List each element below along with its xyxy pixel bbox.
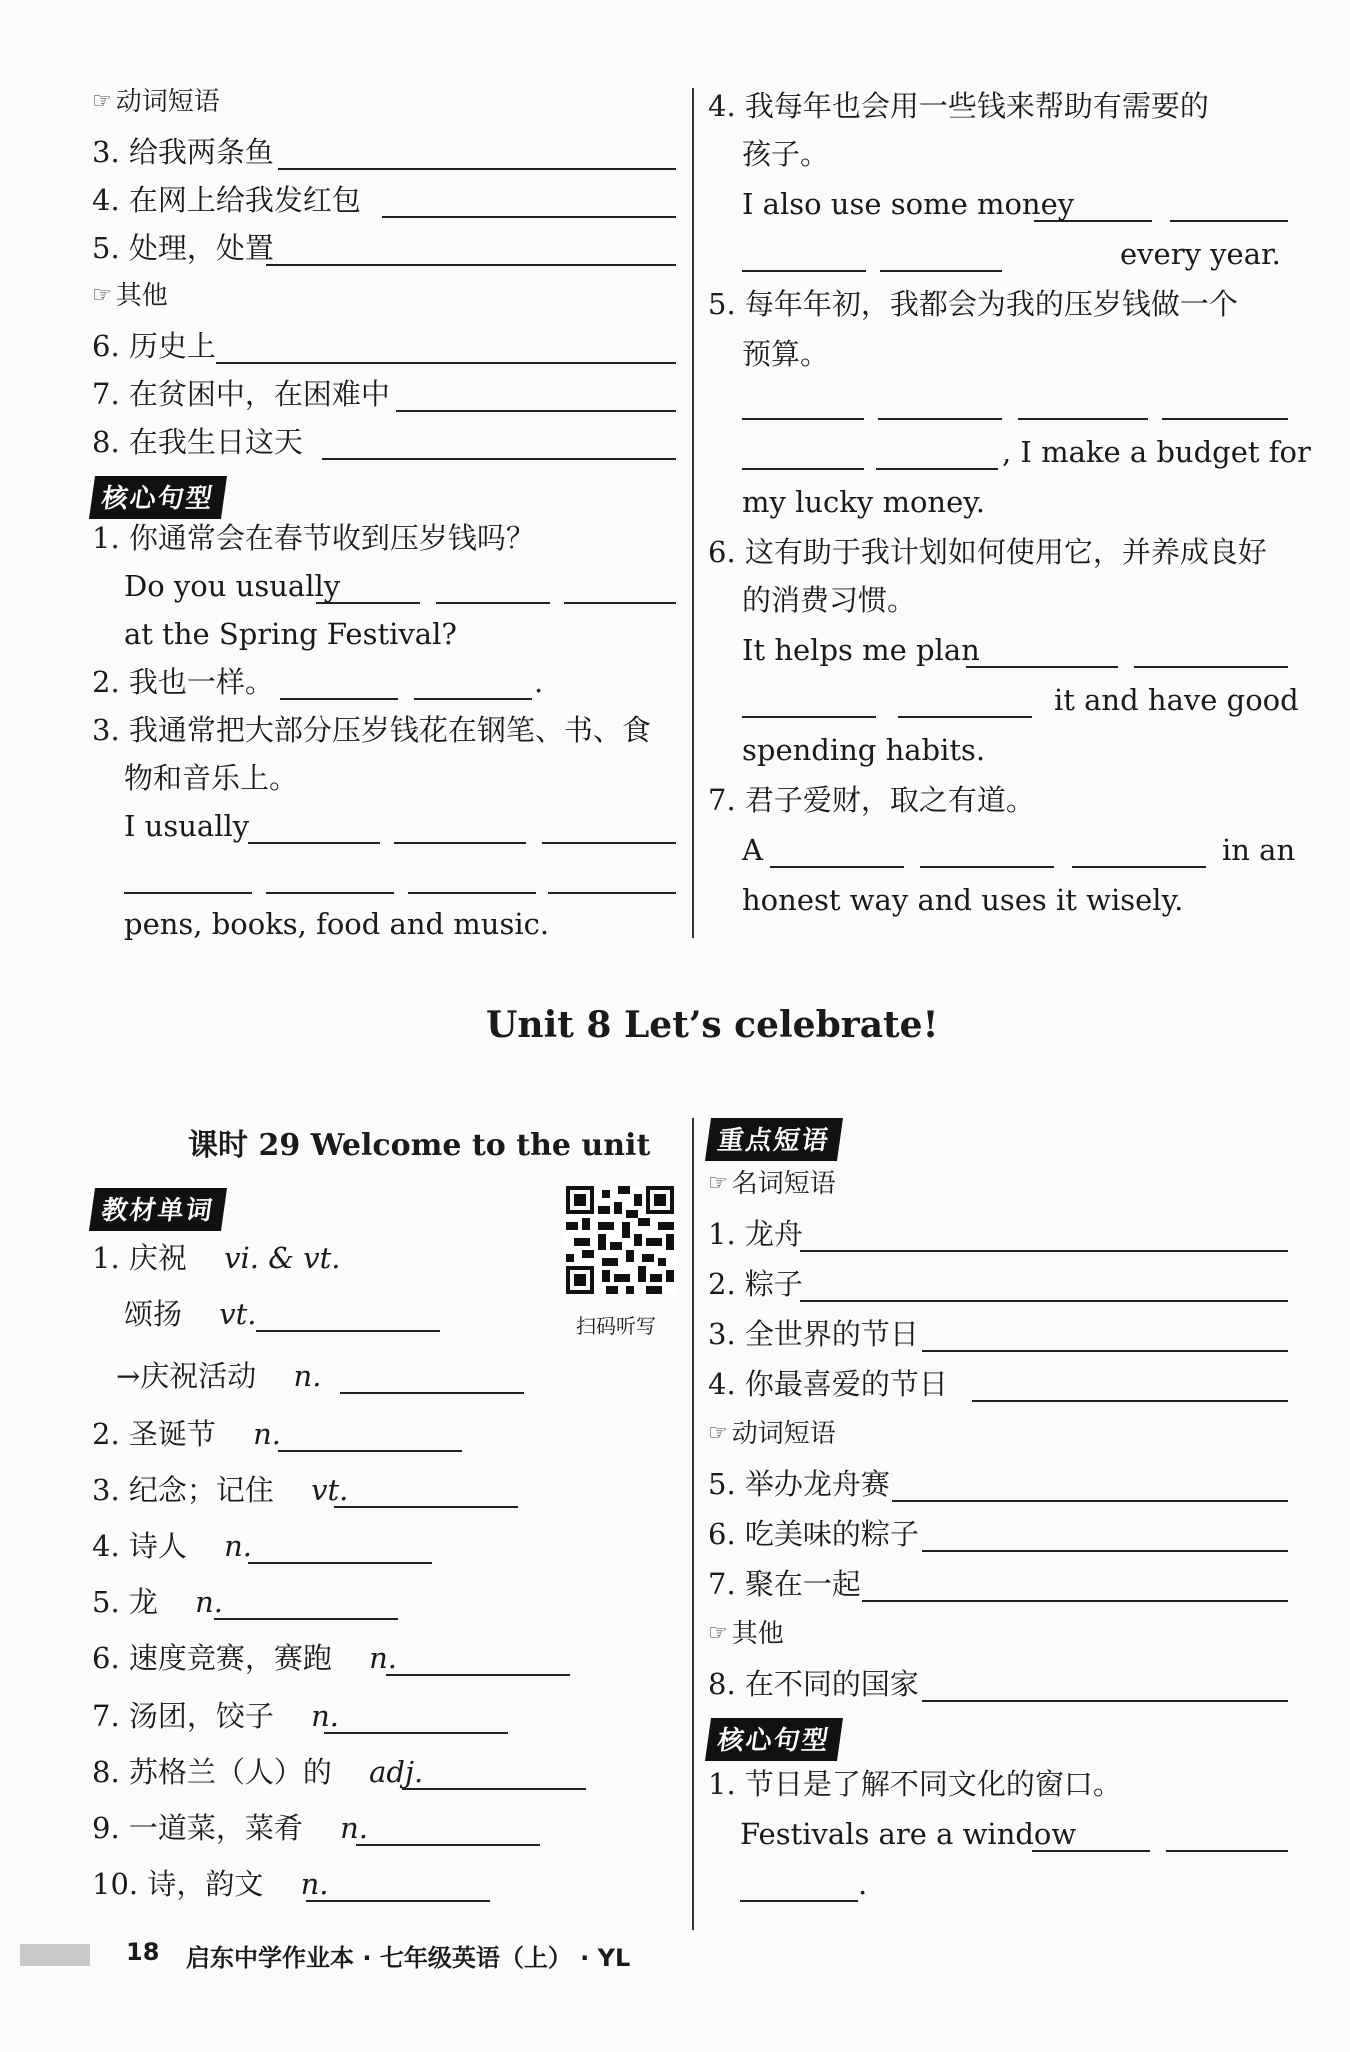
vocab-pos: n.: [224, 1529, 253, 1563]
vocab-cn: 8. 苏格兰（人）的: [92, 1755, 332, 1789]
verb-phrases-label: 动词短语: [731, 1419, 836, 1449]
answer-blank[interactable]: [742, 468, 864, 470]
answer-blank[interactable]: [408, 892, 536, 894]
page-edge-tab: [20, 1944, 90, 1966]
sentence-7-en-a: A: [742, 833, 763, 867]
answer-blank[interactable]: [1170, 220, 1288, 222]
answer-blank[interactable]: [862, 1600, 1288, 1602]
sentence-3-cn-b: 物和音乐上。: [124, 761, 299, 795]
sentence-7-en-b: in an: [1222, 833, 1296, 867]
vocab-item-3: [92, 1470, 348, 1510]
answer-blank[interactable]: [564, 602, 676, 604]
vocab-cn: 4. 诗人: [92, 1529, 187, 1563]
answer-blank[interactable]: [278, 168, 676, 170]
answer-blank[interactable]: [892, 1500, 1288, 1502]
answer-blank[interactable]: [800, 1300, 1288, 1302]
sentence-7-cn: 7. 君子爱财，取之有道。: [708, 783, 1035, 817]
verb-phrases-header-2: [708, 1416, 836, 1452]
sentence-5-en-a: , I make a budget for: [1002, 435, 1311, 469]
sentence-6-en-a: It helps me plan: [742, 633, 980, 667]
answer-blank[interactable]: [266, 892, 394, 894]
other-header-2: [708, 1616, 784, 1652]
vocab-item-9: [92, 1808, 368, 1848]
sentence-1-cn: 1. 你通常会在春节收到压岁钱吗？: [92, 521, 535, 555]
sentence-5-en-b: my lucky money.: [742, 485, 986, 519]
vocab-badge: 教材单词: [89, 1188, 227, 1231]
pointing-hand-icon: ☞: [92, 89, 112, 114]
vocab-cn: 3. 纪念；记住: [92, 1473, 274, 1507]
core-sentences-section-2: [708, 1718, 840, 1761]
column-divider: [692, 88, 694, 938]
answer-blank[interactable]: [248, 1562, 432, 1564]
noun-phrases-label: 名词短语: [731, 1169, 836, 1199]
phrase-item-4b: 4. 你最喜爱的节日: [708, 1367, 948, 1401]
core-sentence-1-en: Festivals are a window: [740, 1817, 1077, 1851]
answer-blank[interactable]: [396, 410, 676, 412]
answer-blank[interactable]: [216, 362, 676, 364]
answer-blank[interactable]: [356, 1844, 540, 1846]
vocab-pos: vt.: [311, 1473, 349, 1507]
core-sentences-section: [92, 476, 224, 519]
answer-blank[interactable]: [340, 1392, 524, 1394]
phrase-item-3b: 3. 全世界的节日: [708, 1317, 919, 1351]
vocab-cn: 7. 汤团，饺子: [92, 1699, 274, 1733]
vocab-pos: n.: [369, 1641, 398, 1675]
qr-caption: 扫码听写: [576, 1314, 656, 1338]
answer-blank[interactable]: [322, 458, 676, 460]
vocab-item-7: [92, 1696, 339, 1736]
answer-blank[interactable]: [214, 1618, 398, 1620]
sentence-7-en-c: honest way and uses it wisely.: [742, 883, 1184, 917]
answer-blank[interactable]: [1018, 418, 1148, 420]
answer-blank[interactable]: [124, 892, 252, 894]
vocab-item-6: [92, 1638, 397, 1678]
noun-phrases-header: [708, 1166, 836, 1202]
answer-blank[interactable]: [280, 698, 398, 700]
column-divider: [692, 1118, 694, 1930]
vocab-pos: n.: [340, 1811, 369, 1845]
vocab-pos: n.: [253, 1417, 282, 1451]
phrase-item-5: 5. 处理，处置: [92, 231, 274, 265]
sentence-6-en-b: it and have good: [1054, 683, 1299, 717]
answer-blank[interactable]: [414, 698, 532, 700]
answer-blank[interactable]: [800, 1250, 1288, 1252]
book-title: 启东中学作业本 · 七年级英语（上） · YL: [186, 1944, 631, 1972]
answer-blank[interactable]: [548, 892, 676, 894]
page-number: 18: [126, 1938, 160, 1966]
sentence-1-en-a: Do you usually: [124, 569, 341, 603]
answer-blank[interactable]: [334, 1506, 518, 1508]
answer-blank[interactable]: [1032, 1850, 1150, 1852]
phrase-item-7b: 7. 聚在一起: [708, 1567, 861, 1601]
answer-blank[interactable]: [922, 1700, 1288, 1702]
answer-blank[interactable]: [876, 468, 998, 470]
answer-blank[interactable]: [1166, 1850, 1288, 1852]
phrase-item-8b: 8. 在不同的国家: [708, 1667, 919, 1701]
core-sentences-badge: 核心句型: [705, 1718, 843, 1761]
sentence-4-en-b: every year.: [1120, 237, 1281, 271]
vocab-pos: n.: [300, 1867, 329, 1901]
vocab-item-2: [92, 1414, 281, 1454]
sentence-4-en-a: I also use some money: [742, 187, 1075, 221]
answer-blank[interactable]: [436, 602, 550, 604]
qr-code[interactable]: [566, 1186, 674, 1294]
pointing-hand-icon: ☞: [708, 1171, 728, 1196]
phrase-item-4: 4. 在网上给我发红包: [92, 183, 361, 217]
answer-blank[interactable]: [394, 842, 526, 844]
phrase-item-6b: 6. 吃美味的粽子: [708, 1517, 919, 1551]
vocab-item-8: [92, 1752, 423, 1792]
answer-blank[interactable]: [880, 270, 1002, 272]
lesson-title: 课时 29 Welcome to the unit: [188, 1128, 651, 1163]
answer-blank[interactable]: [256, 1330, 440, 1332]
sentence-6-cn-a: 6. 这有助于我计划如何使用它，并养成良好: [708, 535, 1267, 569]
pointing-hand-icon: ☞: [708, 1421, 728, 1446]
vocab-cn: →庆祝活动: [116, 1359, 257, 1393]
vocab-item-1c: [116, 1356, 321, 1396]
answer-blank[interactable]: [278, 1450, 462, 1452]
answer-blank[interactable]: [316, 602, 420, 604]
core-sentence-1-cn: 1. 节日是了解不同文化的窗口。: [708, 1767, 1122, 1801]
answer-blank[interactable]: [898, 716, 1032, 718]
sentence-3-cn-a: 3. 我通常把大部分压岁钱花在钢笔、书、食: [92, 713, 651, 747]
answer-blank[interactable]: [266, 264, 676, 266]
verb-phrases-label: 动词短语: [115, 87, 220, 117]
phrase-item-6: 6. 历史上: [92, 329, 216, 363]
answer-blank[interactable]: [306, 1900, 490, 1902]
answer-blank[interactable]: [1162, 418, 1288, 420]
sentence-2-period: .: [534, 665, 544, 699]
pointing-hand-icon: ☞: [708, 1621, 728, 1646]
vocab-cn: 1. 庆祝: [92, 1241, 187, 1275]
phrase-item-3: 3. 给我两条鱼: [92, 135, 274, 169]
verb-phrases-header: [92, 84, 220, 120]
answer-blank[interactable]: [770, 866, 904, 868]
answer-blank[interactable]: [324, 1732, 508, 1734]
answer-blank[interactable]: [972, 1400, 1288, 1402]
answer-blank[interactable]: [742, 270, 866, 272]
answer-blank[interactable]: [382, 216, 676, 218]
vocab-pos: n.: [293, 1359, 322, 1393]
sentence-3-en-a: I usually: [124, 809, 250, 843]
answer-blank[interactable]: [742, 716, 876, 718]
vocab-cn: 9. 一道菜，菜肴: [92, 1811, 303, 1845]
vocab-cn: 10. 诗，韵文: [92, 1867, 264, 1901]
vocab-pos: vt.: [219, 1297, 257, 1331]
phrase-item-1: 1. 龙舟: [708, 1217, 803, 1251]
answer-blank[interactable]: [922, 1350, 1288, 1352]
key-phrases-section: [708, 1118, 840, 1161]
answer-blank[interactable]: [742, 418, 864, 420]
other-header: [92, 278, 168, 314]
vocab-item-4: [92, 1526, 252, 1566]
vocab-cn: 5. 龙: [92, 1585, 158, 1619]
core-sentence-1-period: .: [858, 1867, 868, 1901]
answer-blank[interactable]: [1034, 220, 1152, 222]
sentence-1-en-b: at the Spring Festival?: [124, 617, 457, 651]
vocab-section: [92, 1188, 224, 1231]
answer-blank[interactable]: [386, 1674, 570, 1676]
vocab-pos: vi. & vt.: [224, 1241, 341, 1275]
vocab-item-5: [92, 1582, 223, 1622]
other-label: 其他: [115, 281, 168, 311]
sentence-2-cn: 2. 我也一样。: [92, 665, 274, 699]
answer-blank[interactable]: [740, 1900, 858, 1902]
vocab-cn: 2. 圣诞节: [92, 1417, 216, 1451]
sentence-5-cn-b: 预算。: [742, 337, 830, 371]
sentence-6-cn-b: 的消费习惯。: [742, 583, 917, 617]
answer-blank[interactable]: [1072, 866, 1206, 868]
phrase-item-8: 8. 在我生日这天: [92, 425, 303, 459]
phrase-item-5b: 5. 举办龙舟赛: [708, 1467, 890, 1501]
other-label: 其他: [731, 1619, 784, 1649]
vocab-item-1: [92, 1238, 341, 1278]
answer-blank[interactable]: [1134, 666, 1288, 668]
pointing-hand-icon: ☞: [92, 283, 112, 308]
vocab-pos: n.: [195, 1585, 224, 1619]
answer-blank[interactable]: [966, 666, 1118, 668]
sentence-3-en-b: pens, books, food and music.: [124, 907, 550, 941]
sentence-4-cn-a: 4. 我每年也会用一些钱来帮助有需要的: [708, 89, 1209, 123]
vocab-item-10: [92, 1864, 328, 1904]
vocab-pos: n.: [311, 1699, 340, 1733]
phrase-item-7: 7. 在贫困中，在困难中: [92, 377, 390, 411]
answer-blank[interactable]: [402, 1788, 586, 1790]
answer-blank[interactable]: [878, 418, 1002, 420]
vocab-pos: adj.: [369, 1755, 424, 1789]
sentence-6-en-c: spending habits.: [742, 733, 986, 767]
vocab-cn: 6. 速度竞赛，赛跑: [92, 1641, 332, 1675]
answer-blank[interactable]: [922, 1550, 1288, 1552]
qr-code-icon: [566, 1186, 674, 1294]
vocab-item-1b: [124, 1294, 257, 1334]
answer-blank[interactable]: [920, 866, 1054, 868]
key-phrases-badge: 重点短语: [705, 1118, 843, 1161]
unit-title: Unit 8 Let’s celebrate!: [486, 1004, 939, 1046]
sentence-4-cn-b: 孩子。: [742, 137, 830, 171]
sentence-5-cn-a: 5. 每年年初，我都会为我的压岁钱做一个: [708, 287, 1238, 321]
answer-blank[interactable]: [542, 842, 676, 844]
core-sentences-badge: 核心句型: [89, 476, 227, 519]
vocab-cn: 颂扬: [124, 1297, 183, 1331]
phrase-item-2: 2. 粽子: [708, 1267, 803, 1301]
answer-blank[interactable]: [248, 842, 380, 844]
